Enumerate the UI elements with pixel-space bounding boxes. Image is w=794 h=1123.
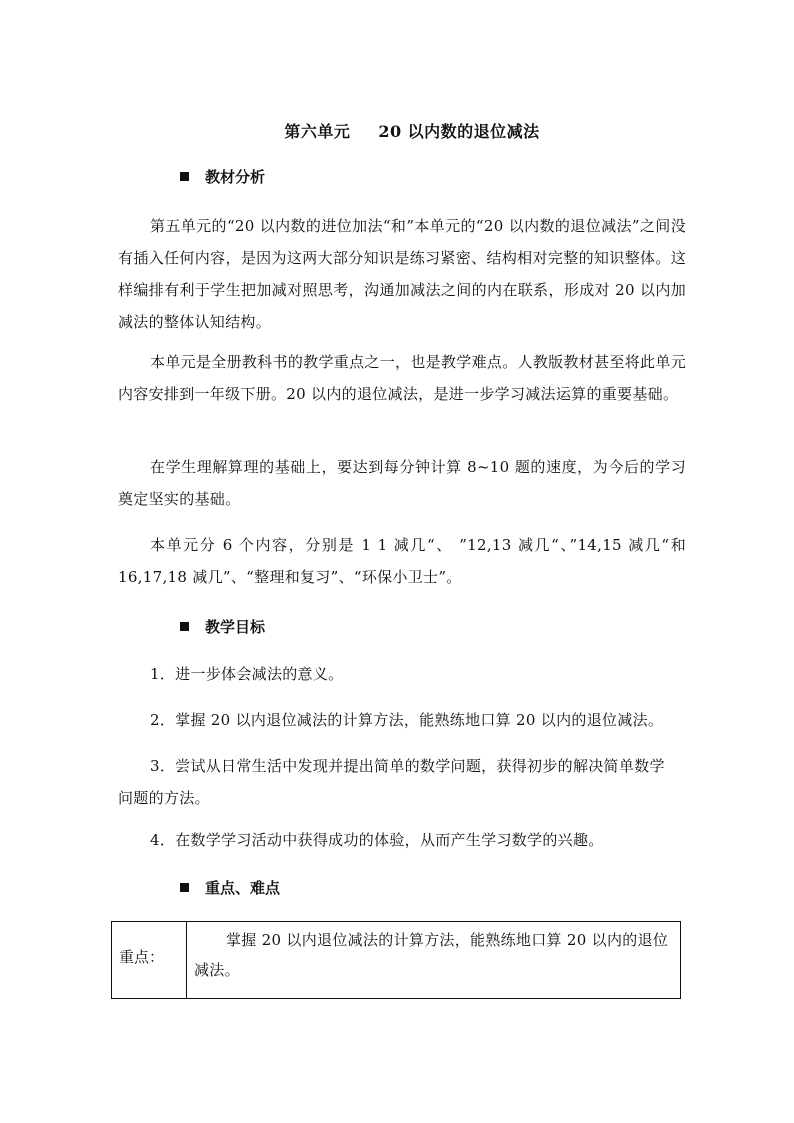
- square-bullet-icon: [180, 622, 189, 631]
- analysis-paragraph: 在学生理解算理的基础上，要达到每分钟计算 8~10 题的速度，为今后的学习奠定坚实的基础。: [118, 458, 686, 508]
- goal-item: 4．在数学学习活动中获得成功的体验，从而产生学习数学的兴趣。: [150, 831, 604, 849]
- square-bullet-icon: [180, 883, 189, 892]
- analysis-paragraph: 本单元分 6 个内容，分别是 1 1 减几“、 ”12,13 减几“、”14,15 减几“和 16,17,18 减几”、“整理和复习”、“环保小卫士”。: [118, 536, 686, 586]
- goal-item: 3．尝试从日常生活中发现并提出简单的数学问题，获得初步的解决简单数学问题的方法。: [118, 757, 665, 807]
- section-heading-analysis: 教材分析: [180, 166, 265, 187]
- section-heading-key-points: 重点、难点: [180, 877, 280, 898]
- goal-item: 1．进一步体会减法的意义。: [150, 665, 344, 683]
- title-unit: 第六单元: [284, 122, 351, 141]
- goal-item: 2．掌握 20 以内退位减法的计算方法，能熟练地口算 20 以内的退位减法。: [150, 711, 664, 729]
- square-bullet-icon: [180, 172, 189, 181]
- analysis-paragraph: 第五单元的“20 以内数的进位加法“和”本单元的“20 以内数的退位减法”之间没有插入任何内容，是因为这两大部分知识是练习紧密、结构相对完整的知识整体。这样编排有利于学生把加减对照思考，沟通加减法之间的内在联系，形成对 20 以内加减法的整体认知结构。: [118, 217, 686, 331]
- key-label: 重点：: [119, 948, 165, 966]
- page-title: [0, 119, 794, 142]
- title-topic: 20 以内数的退位减法: [378, 122, 540, 141]
- table-label-cell: [112, 922, 187, 998]
- key-points-table: [111, 921, 681, 999]
- key-text-cell: 掌握 20 以内退位减法的计算方法，能熟练地口算 20 以内的退位减法。: [194, 931, 669, 979]
- analysis-paragraph: 本单元是全册教科书的教学重点之一，也是教学难点。人教版教材甚至将此单元内容安排到一年级下册。20 以内的退位减法，是进一步学习减法运算的重要基础。: [118, 353, 686, 403]
- section-heading-goals: 教学目标: [180, 616, 265, 637]
